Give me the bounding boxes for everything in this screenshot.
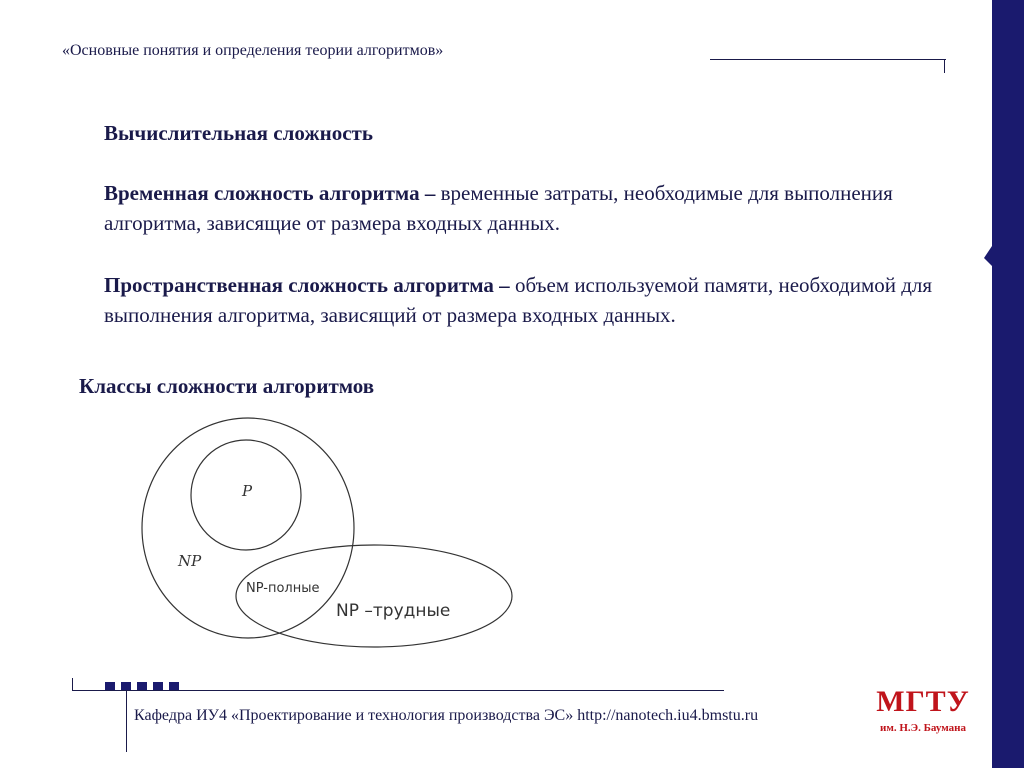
p-label: P <box>242 482 253 500</box>
footer-divider-tick <box>72 678 73 691</box>
footer-vertical-divider <box>126 690 127 752</box>
np-hard-label: NP –трудные <box>336 601 451 621</box>
header-divider <box>710 59 946 60</box>
right-decorative-band <box>984 0 1024 768</box>
time-complexity-term: Временная сложность алгоритма – <box>104 181 441 205</box>
section-heading: Вычислительная сложность <box>104 121 373 145</box>
complexity-classes-diagram <box>130 410 530 660</box>
time-complexity-definition <box>104 178 934 238</box>
header-divider-tick <box>944 59 945 73</box>
footer-divider <box>72 690 724 691</box>
space-complexity-definition <box>104 270 934 330</box>
logo-subtitle: им. Н.Э. Баумана <box>880 722 966 734</box>
np-label: NP <box>178 552 202 570</box>
space-complexity-term: Пространственная сложность алгоритма – <box>104 273 515 297</box>
footer-dots-decoration <box>105 682 181 690</box>
np-complete-label: NP-полные <box>246 581 320 596</box>
np-hard-ellipse <box>236 545 512 647</box>
classes-heading: Классы сложности алгоритмов <box>79 374 375 398</box>
space-complexity-text: объем используемой памяти, необходимой для выполнения алгоритма, зависящий от размера входных данных. <box>104 273 933 327</box>
footer-department-text: Кафедра ИУ4 «Проектирование и технология производства ЭС» http://nanotech.iu4.bmstu.ru <box>134 707 759 724</box>
logo-title: МГТУ <box>876 685 970 718</box>
university-logo <box>868 684 978 734</box>
np-circle <box>142 418 354 638</box>
presentation-title: «Основные понятия и определения теории алгоритмов» <box>62 42 444 59</box>
time-complexity-text: временные затраты, необходимые для выполнения алгоритма, зависящие от размера входных данных. <box>104 181 893 235</box>
